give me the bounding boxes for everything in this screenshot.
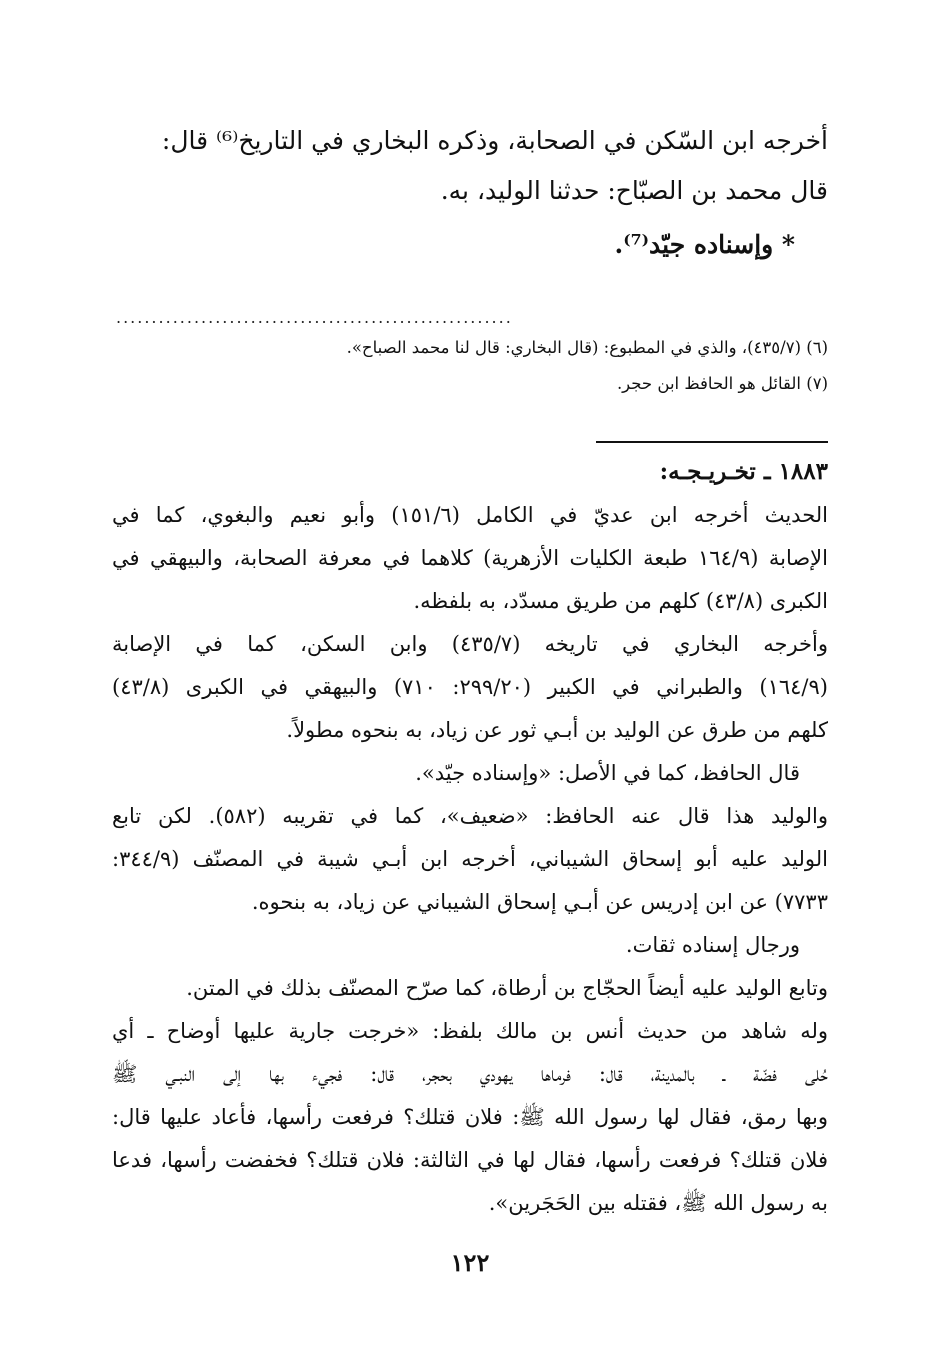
footnote-6: (٦) (٤٣٥/٧)، والذي في المطبوع: (قال البخاري: قال لنا محمد الصباح». <box>346 338 828 357</box>
body-line: ورجال إسناده ثقات. <box>625 933 800 957</box>
body-line: الوليد عليه أبو إسحاق الشيباني، أخرجه ابن أبـي شيبة في المصنّف (٣٤٤/٩: <box>112 847 828 871</box>
body-line: (١٦٤/٩) والطبراني في الكبير (٢٩٩/٢٠: ٧١٠) والبيهقي في الكبرى (٤٣/٨) <box>112 675 828 699</box>
body-line: به رسول الله ﷺ، فقتله بين الحَجَرين». <box>488 1191 828 1215</box>
footnote-7: (٧) القائل هو الحافظ ابن حجر. <box>616 374 828 393</box>
section-rule <box>596 441 828 443</box>
page-number: ١٢٢ <box>450 1248 490 1277</box>
text-line-top-2: قال محمد بن الصبّاح: حدثنا الوليد، به. <box>440 176 828 205</box>
section-heading: ١٨٨٣ ـ تخـريـجـه: <box>659 458 828 485</box>
body-line: وله شاهد من حديث أنس بن مالك بلفظ: «خرجت جارية عليها أوضاح ـ أي <box>112 1019 828 1043</box>
body-line: الإصابة (١٦٤/٩ طبعة الكليات الأزهرية) كلاهما في معرفة الصحابة، والبيهقي في <box>112 546 828 570</box>
body-line: حُلى فضّة ـ بالمدينة، قال: فرماها يهودي بحجر، قال: فجيء بها إلى النبـي ﷺ <box>112 1062 828 1086</box>
body-line: فلان قتلك؟ فرفعت رأسها، فقال لها في الثالثة: فلان قتلك؟ فخفضت رأسها، فدعا <box>112 1148 828 1172</box>
body-line: كلهم من طرق عن الوليد بن أبـي ثور عن زياد، به بنحوه مطولاً. <box>286 718 828 742</box>
text-line-top-1: أخرجه ابن السّكن في الصحابة، وذكره البخاري في التاريخ⁽⁶⁾ قال: <box>161 126 828 155</box>
body-line: والوليد هذا قال عنه الحافظ: «ضعيف»، كما في تقريبه (٥٨٢). لكن تابع <box>112 804 828 828</box>
footnote-separator: ........................................................ <box>116 308 513 327</box>
body-line: الكبرى (٤٣/٨) كلهم من طريق مسدّد، به بلفظه. <box>413 589 828 613</box>
body-line: وأخرجه البخاري في تاريخه (٤٣٥/٧) وابن السكن، كما في الإصابة <box>112 632 828 656</box>
body-line: وبها رمق، فقال لها رسول الله ﷺ: فلان قتلك؟ فرفعت رأسها، فأعاد عليها قال: <box>112 1105 828 1129</box>
text-line-top-3: * وإسناده جيّد⁽⁷⁾. <box>614 230 795 259</box>
body-line: وتابع الوليد عليه أيضاً الحجّاج بن أرطاة، كما صرّح المصنّف بذلك في المتن. <box>186 976 828 1000</box>
body-line: ٧٧٣٣) عن ابن إدريس عن أبـي إسحاق الشيباني عن زياد، به بنحوه. <box>251 890 828 914</box>
body-line: قال الحافظ، كما في الأصل: «وإسناده جيّد». <box>415 761 800 785</box>
body-line: الحديث أخرجه ابن عديّ في الكامل (١٥١/٦) وأبو نعيم والبغوي، كما في <box>112 503 828 527</box>
